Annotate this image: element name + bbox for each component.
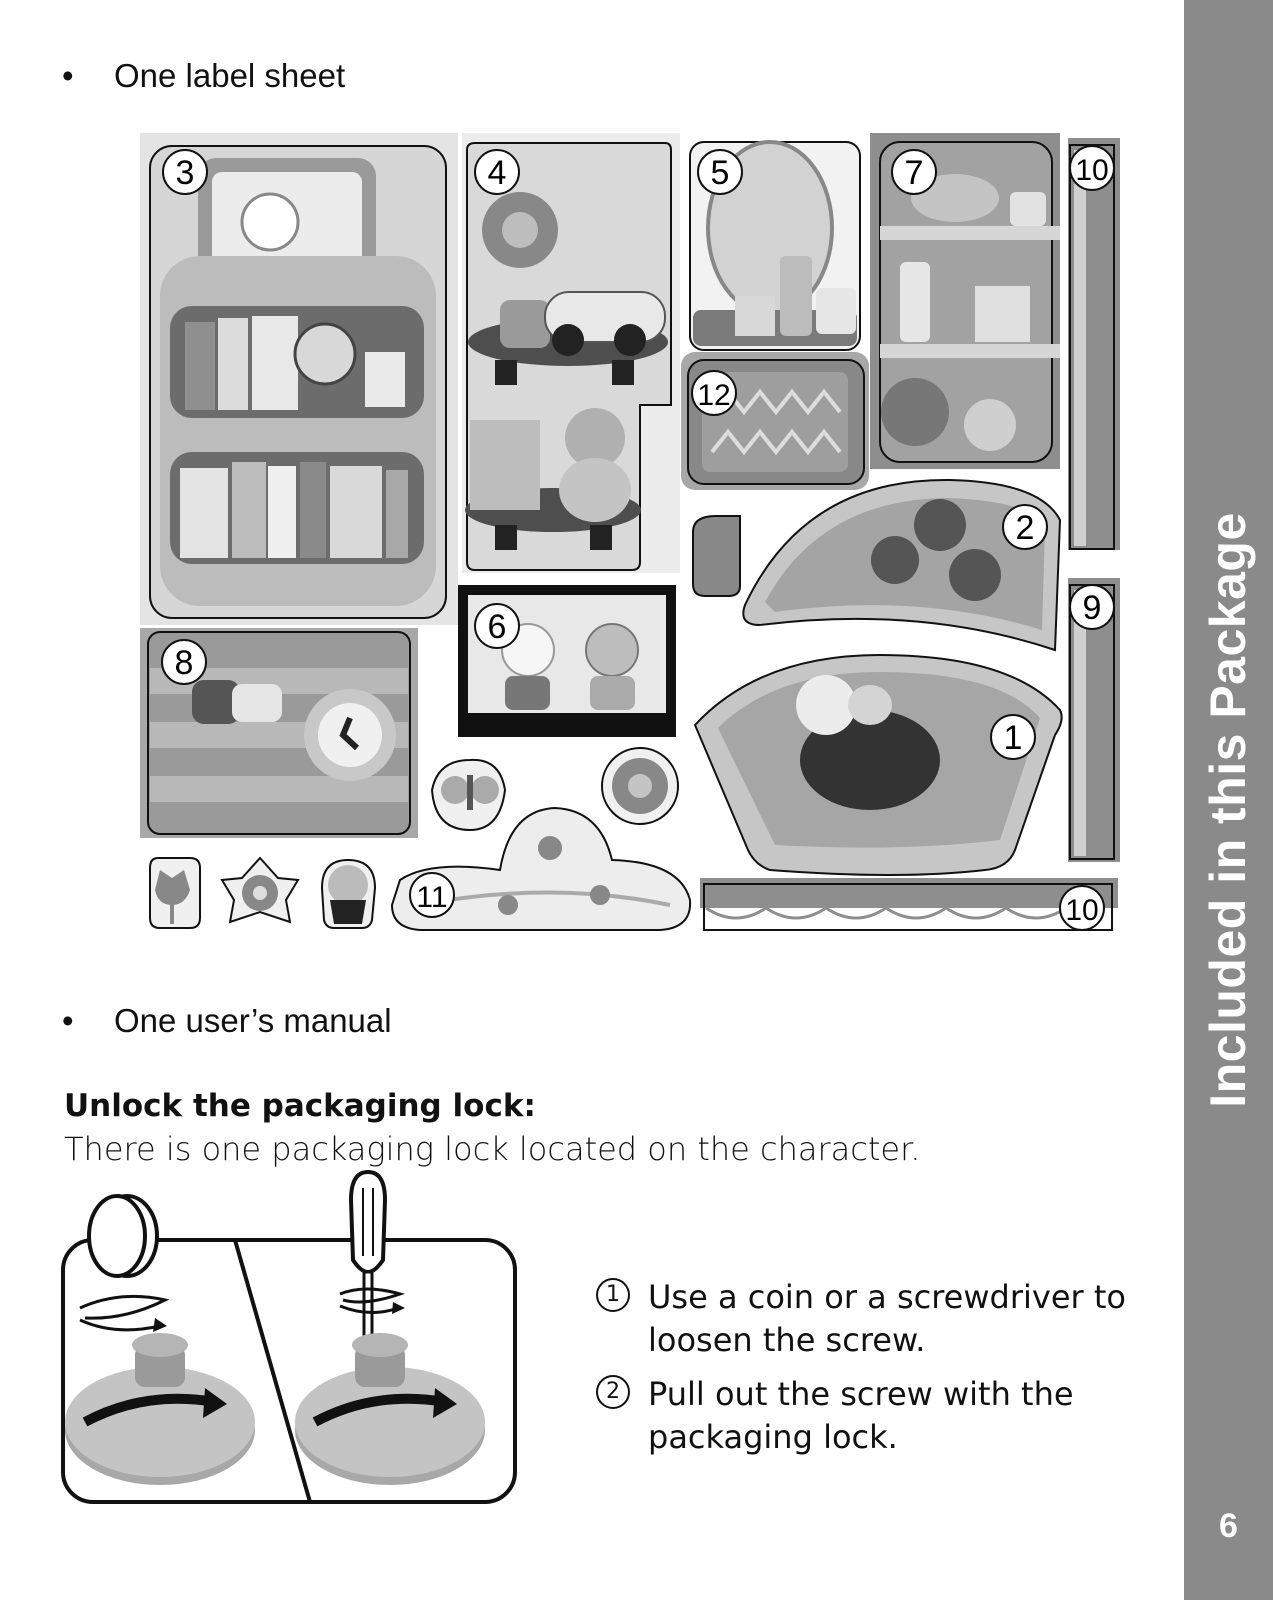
label-number: 10	[1065, 894, 1099, 927]
label-badge-8	[162, 640, 206, 684]
label-badge-3	[163, 150, 207, 194]
label-number: 5	[710, 154, 730, 192]
label-badge-4	[475, 150, 519, 194]
sticker-butterfly	[432, 760, 505, 830]
label-badge-5	[698, 150, 742, 194]
label-number: 3	[175, 154, 195, 192]
sticker-flower-round	[602, 748, 678, 824]
page-number: 6	[1219, 1507, 1238, 1545]
coin-icon	[89, 1196, 157, 1276]
packaging-lock-illustration	[55, 1160, 525, 1510]
sticker-bookshelf	[140, 133, 458, 625]
step-number: 2	[596, 1375, 630, 1409]
label-number: 12	[697, 379, 731, 412]
step-text: Use a coin or a screwdriver to loosen the screw.	[648, 1278, 1126, 1359]
label-badge-11	[410, 873, 454, 917]
label-badge-10b	[1060, 886, 1104, 930]
unlock-title: Unlock the packaging lock:	[64, 1088, 536, 1124]
sidebar-title: Included in this Package	[1200, 512, 1256, 1108]
sticker-bird-fan	[695, 655, 1062, 875]
label-badge-12	[692, 371, 736, 415]
bullet-text: One user’s manual	[114, 1002, 392, 1039]
step-number: 1	[596, 1278, 630, 1312]
label-number: 11	[416, 881, 448, 914]
label-number: 1	[1003, 719, 1023, 757]
label-badge-2	[1003, 505, 1047, 549]
sticker-flower-car-bear	[462, 133, 680, 573]
sticker-book	[693, 516, 740, 596]
bullet-icon: •	[62, 57, 74, 94]
label-badge-1	[991, 715, 1035, 759]
label-number: 2	[1015, 509, 1035, 547]
label-number: 4	[487, 154, 507, 192]
step-1	[596, 1276, 1136, 1362]
sticker-apples-fan	[743, 480, 1060, 650]
label-badge-10	[1070, 146, 1114, 190]
sticker-flower-star	[222, 858, 298, 922]
label-badge-6	[475, 604, 519, 648]
bullet-users-manual	[62, 1002, 392, 1040]
label-number: 7	[904, 154, 924, 192]
bullet-icon: •	[62, 1002, 74, 1039]
sticker-tulip	[150, 858, 200, 928]
label-number: 9	[1082, 589, 1102, 627]
bullet-text: One label sheet	[114, 57, 346, 94]
sticker-border-vertical	[1068, 138, 1120, 550]
label-number: 6	[487, 608, 507, 646]
label-badge-7	[892, 150, 936, 194]
label-number: 10	[1075, 154, 1109, 187]
step-2	[596, 1373, 1136, 1459]
label-number: 8	[174, 644, 194, 682]
sticker-border-horizontal	[700, 878, 1118, 930]
unlock-text: There is one packaging lock located on the character.	[64, 1130, 921, 1168]
sticker-cupcake	[322, 860, 375, 928]
step-text: Pull out the screw with the packaging lock.	[648, 1375, 1074, 1456]
label-badge-9	[1070, 585, 1114, 629]
